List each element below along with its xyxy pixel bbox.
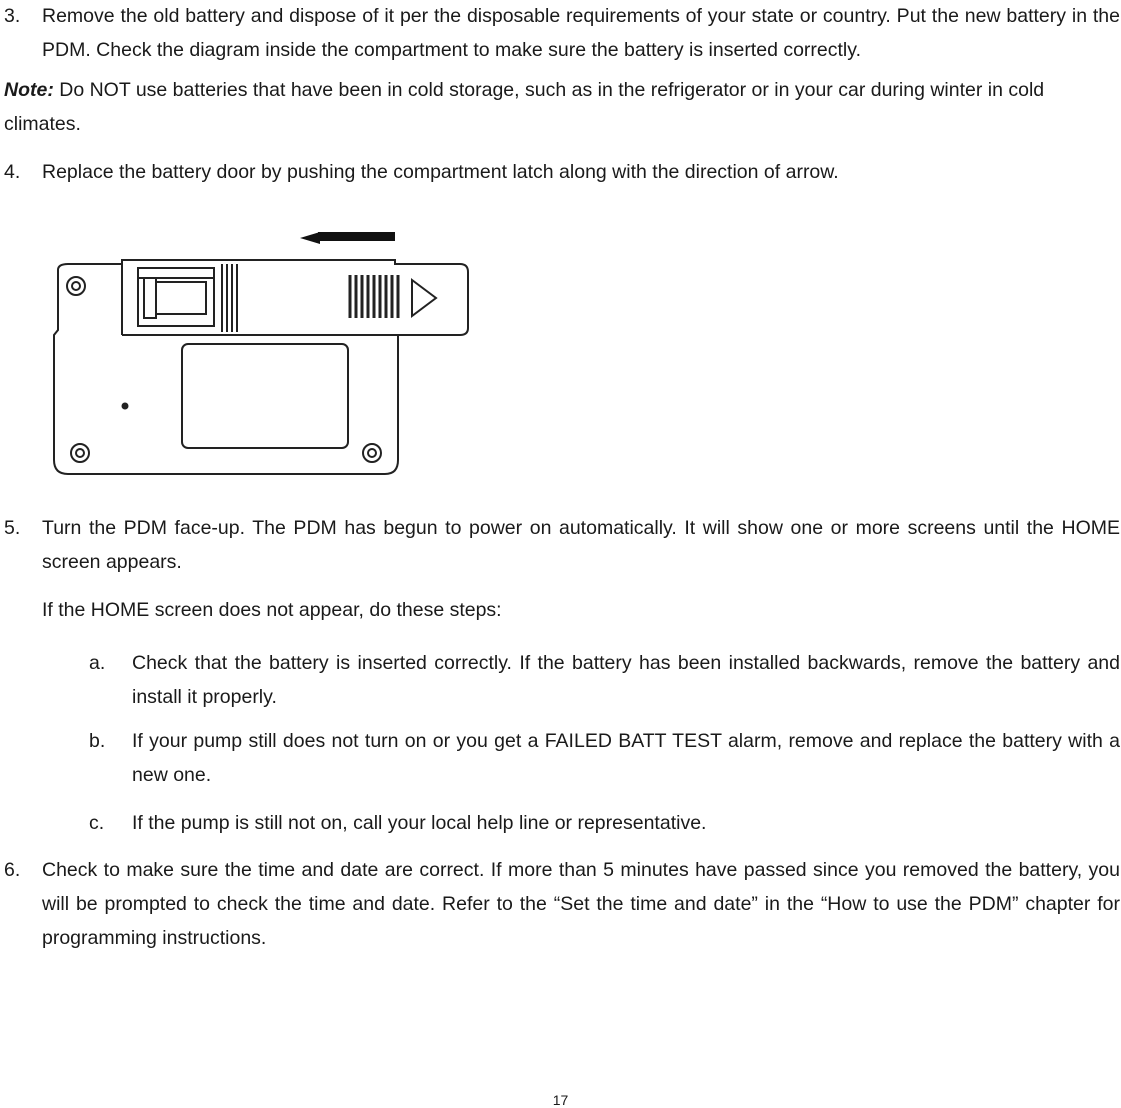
sub-a-letter: a. <box>89 652 106 674</box>
screw-icon <box>71 444 89 462</box>
step-6-text: Check to make sure the time and date are correct. If more than 5 minutes have passed since you removed the battery, you will be prompted to check the time and date. Refer to the “Set the time and date” in the “How to use the PDM” chapter for programming instructions. <box>42 859 1120 949</box>
sub-b-letter: b. <box>89 730 106 752</box>
triangle-icon <box>412 280 436 316</box>
screw-icon <box>363 444 381 462</box>
step-5-subheading: If the HOME screen does not appear, do these steps: <box>42 599 502 621</box>
step-6-number: 6. <box>4 859 21 881</box>
arrow-left-icon <box>300 232 395 244</box>
note-label: Note: <box>4 79 54 101</box>
latch-grip <box>350 275 398 318</box>
sub-c-text: If the pump is still not on, call your local help line or representative. <box>132 812 707 834</box>
grip-ridges <box>222 264 237 332</box>
pdm-body-outline <box>54 260 468 474</box>
sub-c-letter: c. <box>89 812 105 834</box>
step-5-text: Turn the PDM face-up. The PDM has begun to power on automatically. It will show one or more screens until the HOME screen appears. <box>42 517 1120 573</box>
note-paragraph <box>4 73 1120 141</box>
note-text: Do NOT use batteries that have been in cold storage, such as in the refrigerator or in your car during winter in cold climates. <box>4 79 1045 135</box>
battery-clip <box>138 268 214 326</box>
battery-door-diagram <box>50 220 480 490</box>
step-3-text: Remove the old battery and dispose of it per the disposable requirements of your state or country. Put the new battery in the PDM. Check the diagram inside the compartment to make sure the battery is inserted correctly. <box>42 5 1120 61</box>
page-number: 17 <box>552 1092 569 1108</box>
step-4-number: 4. <box>4 161 21 183</box>
step-4-text: Replace the battery door by pushing the compartment latch along with the direction of arrow. <box>42 161 839 183</box>
step-3-number: 3. <box>4 5 21 27</box>
screw-icon <box>67 277 85 295</box>
step-5-number: 5. <box>4 517 21 539</box>
sub-b-text: If your pump still does not turn on or you get a FAILED BATT TEST alarm, remove and replace the battery with a new one. <box>132 730 1120 786</box>
label-recess <box>182 344 348 448</box>
sub-a-text: Check that the battery is inserted correctly. If the battery has been installed backwards, remove the battery and install it properly. <box>132 652 1120 708</box>
